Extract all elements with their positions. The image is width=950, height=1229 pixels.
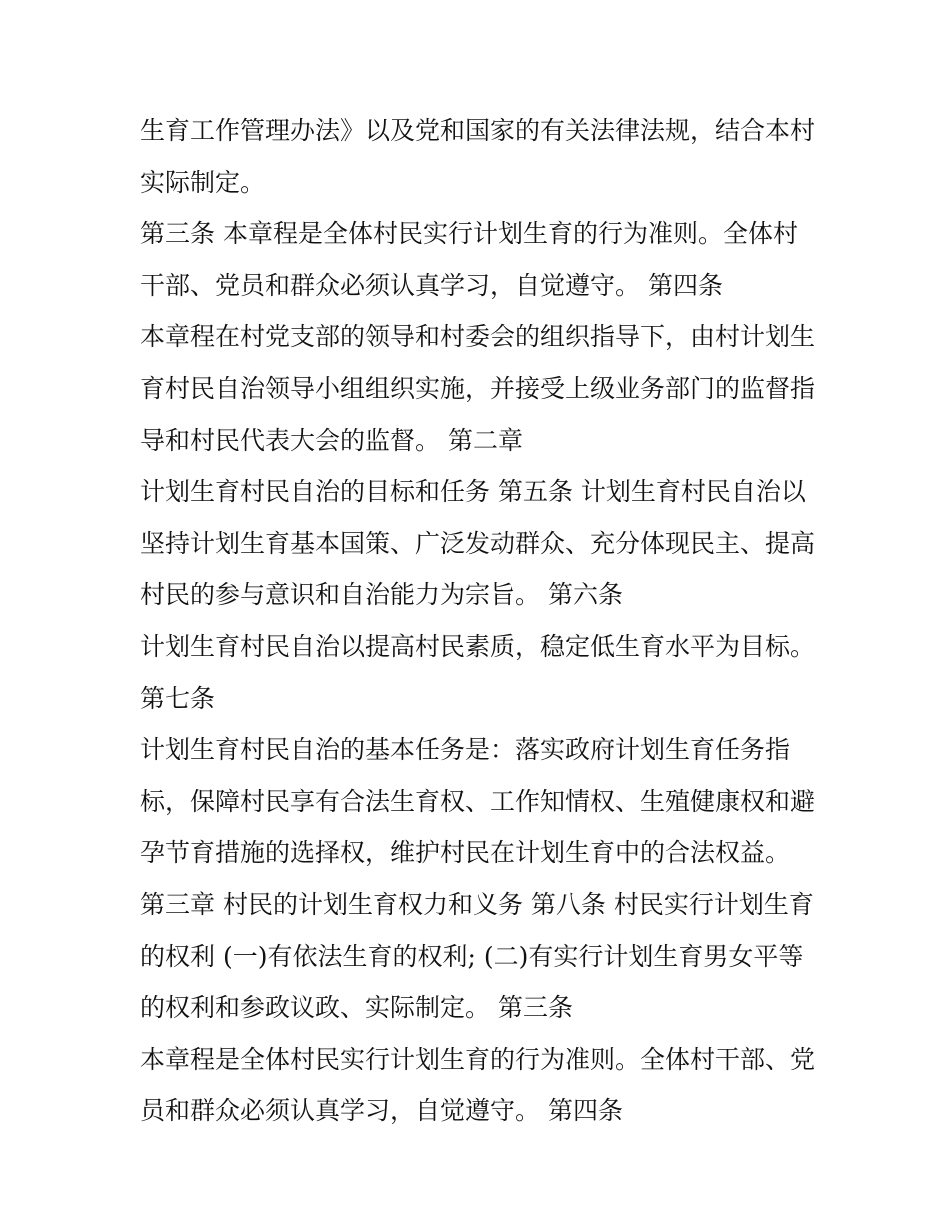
text-line: 本章程是全体村民实行计划生育的行为准则。全体村干部、党	[140, 1044, 816, 1074]
text-line: 村民的参与意识和自治能力为宗旨。 第六条	[140, 580, 623, 610]
text-line: 第七条	[140, 683, 216, 713]
text-line: 坚持计划生育基本国策、广泛发动群众、充分体现民主、提高	[140, 528, 816, 558]
text-line: 的权利 (一)有依法生育的权利; (二)有实行计划生育男女平等	[140, 941, 804, 971]
text-line: 育村民自治领导小组组织实施，并接受上级业务部门的监督指	[140, 373, 816, 403]
text-line: 实际制定。	[140, 167, 266, 197]
text-line: 计划生育村民自治的目标和任务 第五条 计划生育村民自治以	[140, 477, 806, 507]
text-line: 第三条 本章程是全体村民实行计划生育的行为准则。全体村	[140, 219, 798, 249]
text-line: 计划生育村民自治的基本任务是：落实政府计划生育任务指	[140, 735, 791, 765]
text-line: 导和村民代表大会的监督。 第二章	[140, 425, 523, 455]
text-line: 计划生育村民自治以提高村民素质，稳定低生育水平为目标。	[140, 631, 816, 661]
text-line: 标，保障村民享有合法生育权、工作知情权、生殖健康权和避	[140, 786, 816, 816]
text-line: 孕节育措施的选择权，维护村民在计划生育中的合法权益。	[140, 838, 791, 868]
text-line: 的权利和参政议政、实际制定。 第三条	[140, 993, 573, 1023]
text-line: 生育工作管理办法》以及党和国家的有关法律法规，结合本村	[140, 116, 816, 145]
text-line: 员和群众必须认真学习，自觉遵守。 第四条	[140, 1096, 623, 1126]
text-line: 干部、党员和群众必须认真学习，自觉遵守。 第四条	[140, 270, 723, 300]
document-body	[140, 105, 840, 1137]
text-line: 第三章 村民的计划生育权力和义务 第八条 村民实行计划生育	[140, 889, 814, 919]
text-line: 本章程在村党支部的领导和村委会的组织指导下，由村计划生	[140, 322, 816, 352]
